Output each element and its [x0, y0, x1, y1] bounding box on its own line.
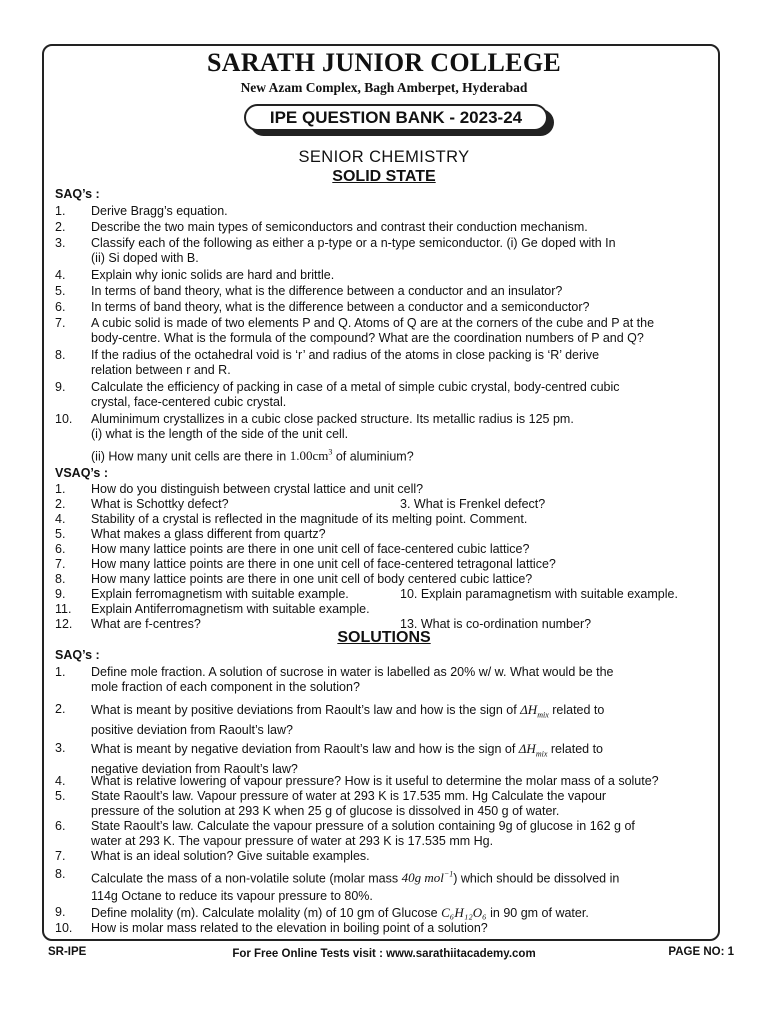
college-address: New Azam Complex, Bagh Amberpet, Hyderabad — [240, 80, 528, 95]
question-text: What is Schottky defect? — [91, 497, 229, 511]
question-item — [55, 284, 715, 299]
question-text-part: Define molality (m). Calculate molality (m) of 10 gm of Glucose — [91, 906, 438, 920]
question-text: What is relative lowering of vapour pressure? How is it useful to determine the molar mass of a solute? — [91, 774, 659, 788]
question-text-part: of aluminium? — [335, 449, 414, 464]
question-text-part: related to — [552, 703, 605, 717]
subject-title: SENIOR CHEMISTRY — [298, 148, 470, 166]
banner-label: IPE QUESTION BANK - 2023-24 — [244, 104, 548, 131]
section-heading-solutions: SOLUTIONS — [337, 629, 431, 646]
question-item — [55, 497, 715, 512]
question-number: 1. — [55, 482, 66, 496]
question-item — [55, 348, 715, 378]
enthalpy-symbol: ΔH — [520, 702, 538, 717]
enthalpy-of-mixing-symbol — [520, 702, 549, 720]
question-item — [55, 849, 715, 864]
question-text-continued: 114g Octane to reduce its vapour pressure to 80%. — [91, 889, 373, 904]
question-item — [55, 665, 715, 695]
question-item — [55, 527, 715, 542]
question-item — [55, 512, 715, 527]
footer-code: SR-IPE — [48, 946, 87, 958]
question-text-part: What is meant by positive deviations from Raoult’s law and how is the sign of — [91, 703, 517, 717]
question-number: 11. — [55, 602, 72, 616]
question-text-continued: crystal, face-centered cubic crystal. — [91, 395, 287, 409]
question-text-part: in 90 gm of water. — [490, 906, 589, 920]
enthalpy-symbol: ΔH — [518, 741, 536, 756]
volume-expression — [290, 448, 333, 463]
molar-mass-exponent: −1 — [443, 870, 454, 879]
question-text-second: 10. Explain paramagnetism with suitable example. — [400, 587, 678, 601]
question-text — [91, 741, 715, 762]
question-number: 9. — [55, 587, 66, 601]
question-number: 1. — [55, 665, 66, 679]
question-text: How many lattice points are there in one unit cell of face-centered tetragonal lattice? — [91, 557, 556, 571]
footer-website: For Free Online Tests visit : www.sarathiitacademy.com — [232, 948, 536, 960]
question-number: 10. — [55, 412, 73, 426]
enthalpy-of-mixing-symbol — [518, 741, 548, 759]
college-name: SARATH JUNIOR COLLEGE — [207, 48, 561, 77]
question-item — [55, 268, 715, 283]
question-text — [91, 867, 715, 886]
question-text: What is an ideal solution? Give suitable examples. — [91, 849, 370, 863]
question-number: 8. — [55, 867, 66, 881]
question-item — [55, 542, 715, 557]
question-item — [55, 741, 715, 777]
question-text-part: related to — [550, 742, 603, 756]
question-text-continued: negative deviation from Raoult’s law? — [91, 761, 298, 776]
question-text: Derive Bragg’s equation. — [91, 204, 228, 218]
volume-value: 1.00cm — [289, 448, 329, 464]
question-text-part: Calculate the mass of a non-volatile solute (molar mass — [91, 871, 399, 886]
question-number: 1. — [55, 204, 66, 218]
question-number: 8. — [55, 572, 66, 586]
question-text-second: 13. What is co-ordination number? — [400, 617, 592, 631]
page-number: PAGE NO: 1 — [668, 946, 734, 958]
question-item — [55, 300, 715, 315]
question-text: Aluminimum crystallizes in a cubic close packed structure. Its metallic radius is 125 pm. — [91, 412, 574, 426]
question-text-part: What is meant by negative deviation from Raoult’s law and how is the sign of — [91, 742, 516, 756]
volume-exponent: 3 — [328, 448, 333, 457]
question-text: Define mole fraction. A solution of sucrose in water is labelled as 20% w/ w. What would be the — [91, 665, 614, 679]
question-number: 9. — [55, 905, 66, 919]
question-text: Explain Antiferromagnetism with suitable example. — [91, 602, 370, 616]
question-number: 10. — [55, 921, 73, 935]
question-item — [55, 380, 715, 410]
question-item — [55, 789, 715, 819]
question-item — [55, 819, 715, 849]
question-text-continued: relation between r and R. — [91, 363, 231, 377]
question-text: Explain ferromagnetism with suitable example. — [91, 587, 349, 601]
question-number: 4. — [55, 268, 66, 282]
enthalpy-subscript: mix — [535, 749, 548, 759]
question-text-part: (ii) How many unit cells are there in — [91, 449, 287, 464]
question-text-continued: pressure of the solution at 293 K when 25 g of glucose is dissolved in 450 g of water. — [91, 804, 560, 818]
question-number: 2. — [55, 702, 66, 716]
question-text: State Raoult’s law. Calculate the vapour pressure of a solution containing 9g of glucose in 162 g of — [91, 819, 635, 833]
question-item — [55, 557, 715, 572]
question-text: A cubic solid is made of two elements P and Q. Atoms of Q are at the corners of the cube and P at the — [91, 316, 655, 330]
question-number: 6. — [55, 819, 66, 833]
question-text-continued: (ii) Si doped with B. — [91, 251, 199, 265]
question-item — [55, 774, 715, 789]
saq-label: SAQ’s : — [55, 648, 100, 662]
question-number: 7. — [55, 849, 66, 863]
question-text-continued — [91, 445, 715, 464]
question-number: 12. — [55, 617, 73, 631]
question-number: 3. — [55, 741, 66, 755]
question-text: How do you distinguish between crystal lattice and unit cell? — [91, 482, 424, 496]
question-item — [55, 867, 715, 904]
question-number: 7. — [55, 557, 66, 571]
question-text: How is molar mass related to the elevation in boiling point of a solution? — [91, 921, 488, 935]
question-text-continued: water at 293 K. The vapour pressure of water at 293 K is 17.535 mm Hg. — [91, 834, 494, 848]
question-text: If the radius of the octahedral void is ‘r’ and radius of the atoms in close packing is ‘R’ derive — [91, 348, 600, 362]
question-item — [55, 412, 715, 464]
question-text: In terms of band theory, what is the difference between a conductor and an insulator? — [91, 284, 563, 298]
question-text: What are f-centres? — [91, 617, 201, 631]
question-number: 6. — [55, 300, 66, 314]
question-number: 2. — [55, 497, 66, 511]
question-text: Explain why ionic solids are hard and brittle. — [91, 268, 335, 282]
question-item — [55, 316, 715, 346]
question-text: How many lattice points are there in one unit cell of body centered cubic lattice? — [91, 572, 533, 586]
question-text: Classify each of the following as either a p-type or a n-type semiconductor. (i) Ge doped with In — [91, 236, 616, 250]
question-item — [55, 602, 715, 617]
question-text: Stability of a crystal is reflected in the magnitude of its melting point. Comment. — [91, 512, 528, 526]
saq-label: SAQ’s : — [55, 187, 100, 201]
question-number: 5. — [55, 789, 66, 803]
section-heading-solid-state: SOLID STATE — [332, 168, 436, 185]
glucose-formula: C₆H₁₂O₆ — [441, 905, 487, 920]
question-item — [55, 220, 715, 235]
enthalpy-subscript: mix — [537, 710, 549, 720]
question-item — [55, 905, 715, 921]
question-text-continued: positive deviation from Raoult’s law? — [91, 722, 293, 737]
question-text: Calculate the efficiency of packing in case of a metal of simple cubic crystal, body-centred cubic — [91, 380, 620, 394]
question-text: In terms of band theory, what is the difference between a conductor and a semiconductor? — [91, 300, 590, 314]
question-text: What makes a glass different from quartz? — [91, 527, 326, 541]
vsaq-label: VSAQ’s : — [55, 466, 109, 480]
question-text-second: 3. What is Frenkel defect? — [400, 497, 546, 511]
molar-mass-value: 40g mol — [401, 870, 444, 886]
question-number: 7. — [55, 316, 66, 330]
question-item — [55, 204, 715, 219]
question-item — [55, 921, 715, 936]
molar-mass-expression — [402, 870, 454, 885]
question-text — [91, 702, 715, 723]
question-text: Describe the two main types of semiconductors and contrast their conduction mechanism. — [91, 220, 588, 234]
question-text-continued: body-centre. What is the formula of the compound? What are the coordination numbers of P and Q? — [91, 331, 644, 345]
question-text-part: ) which should be dissolved in — [453, 871, 620, 886]
question-text: How many lattice points are there in one unit cell of face-centered cubic lattice? — [91, 542, 530, 556]
question-bank-banner — [244, 104, 556, 134]
question-number: 9. — [55, 380, 66, 394]
question-text-continued: (i) what is the length of the side of the unit cell. — [91, 427, 349, 441]
question-item — [55, 572, 715, 587]
question-number: 4. — [55, 512, 66, 526]
question-number: 4. — [55, 774, 66, 788]
question-item — [55, 702, 715, 738]
question-item — [55, 587, 715, 602]
question-item — [55, 236, 715, 266]
question-number: 2. — [55, 220, 66, 234]
question-number: 5. — [55, 284, 66, 298]
question-text-continued: mole fraction of each component in the solution? — [91, 680, 360, 694]
question-number: 5. — [55, 527, 66, 541]
question-number: 3. — [55, 236, 66, 250]
question-text — [91, 905, 715, 921]
question-item — [55, 482, 715, 497]
question-number: 8. — [55, 348, 66, 362]
question-number: 6. — [55, 542, 66, 556]
question-text: State Raoult’s law. Vapour pressure of water at 293 K is 17.535 mm. Hg Calculate the vapour — [91, 789, 607, 803]
